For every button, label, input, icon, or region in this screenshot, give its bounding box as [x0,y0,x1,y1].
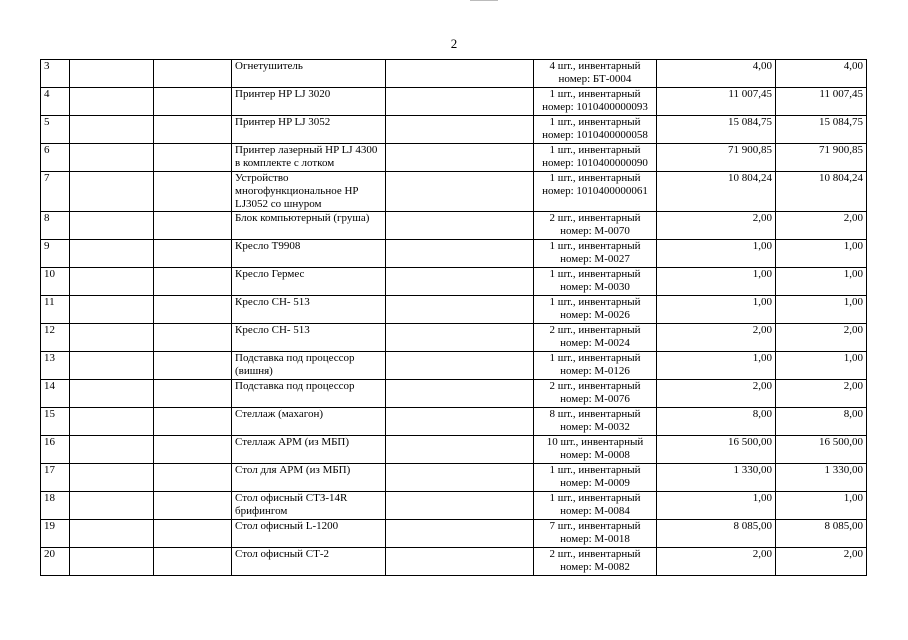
row-number: 9 [41,240,70,268]
item-name: Блок компьютерный (груша) [232,212,386,240]
row-number: 20 [41,548,70,576]
row-number: 6 [41,144,70,172]
item-total: 8,00 [776,408,867,436]
item-total: 71 900,85 [776,144,867,172]
row-number: 18 [41,492,70,520]
blank-cell [70,240,154,268]
blank-cell [386,436,534,464]
item-price: 2,00 [657,380,776,408]
item-total: 15 084,75 [776,116,867,144]
table-row [41,212,867,240]
row-number: 15 [41,408,70,436]
table-row [41,172,867,212]
item-quantity: 4 шт., инвентарный номер: БТ-0004 [534,60,657,88]
blank-cell [154,436,232,464]
blank-cell [70,492,154,520]
blank-cell [386,212,534,240]
item-price: 8,00 [657,408,776,436]
item-quantity: 1 шт., инвентарный номер: М-0027 [534,240,657,268]
row-number: 11 [41,296,70,324]
item-quantity: 1 шт., инвентарный номер: 1010400000061 [534,172,657,212]
row-number: 16 [41,436,70,464]
item-quantity: 2 шт., инвентарный номер: М-0076 [534,380,657,408]
table-row [41,324,867,352]
item-quantity: 1 шт., инвентарный номер: 1010400000058 [534,116,657,144]
item-total: 1,00 [776,296,867,324]
blank-cell [154,88,232,116]
item-price: 16 500,00 [657,436,776,464]
blank-cell [386,464,534,492]
blank-cell [386,352,534,380]
row-number: 14 [41,380,70,408]
row-number: 7 [41,172,70,212]
blank-cell [70,116,154,144]
item-name: Подставка под процессор [232,380,386,408]
item-quantity: 1 шт., инвентарный номер: М-0009 [534,464,657,492]
table-row [41,116,867,144]
item-price: 2,00 [657,324,776,352]
blank-cell [154,144,232,172]
blank-cell [70,144,154,172]
row-number: 8 [41,212,70,240]
item-name: Огнетушитель [232,60,386,88]
blank-cell [70,172,154,212]
blank-cell [154,240,232,268]
item-name: Стол офисный L-1200 [232,520,386,548]
blank-cell [386,172,534,212]
item-quantity: 2 шт., инвентарный номер: М-0070 [534,212,657,240]
item-price: 1,00 [657,268,776,296]
blank-cell [154,352,232,380]
item-total: 1 330,00 [776,464,867,492]
table-row [41,88,867,116]
row-number: 13 [41,352,70,380]
blank-cell [70,520,154,548]
item-name: Стол офисный СТЗ-14R брифингом [232,492,386,520]
item-quantity: 1 шт., инвентарный номер: М-0126 [534,352,657,380]
item-total: 8 085,00 [776,520,867,548]
table-row [41,520,867,548]
item-price: 10 804,24 [657,172,776,212]
blank-cell [154,408,232,436]
item-name: Стеллаж (махагон) [232,408,386,436]
blank-cell [154,548,232,576]
blank-cell [386,268,534,296]
blank-cell [70,380,154,408]
blank-cell [70,352,154,380]
table-row [41,548,867,576]
item-total: 1,00 [776,268,867,296]
item-name: Подставка под процессор (вишня) [232,352,386,380]
item-quantity: 10 шт., инвентарный номер: М-0008 [534,436,657,464]
table-row [41,268,867,296]
item-price: 4,00 [657,60,776,88]
item-total: 11 007,45 [776,88,867,116]
row-number: 4 [41,88,70,116]
blank-cell [70,548,154,576]
blank-cell [386,380,534,408]
item-total: 16 500,00 [776,436,867,464]
row-number: 5 [41,116,70,144]
item-quantity: 1 шт., инвентарный номер: 1010400000093 [534,88,657,116]
blank-cell [154,324,232,352]
item-name: Принтер HP LJ 3052 [232,116,386,144]
item-total: 2,00 [776,380,867,408]
blank-cell [70,464,154,492]
blank-cell [386,408,534,436]
row-number: 12 [41,324,70,352]
item-price: 15 084,75 [657,116,776,144]
blank-cell [154,492,232,520]
item-name: Устройство многофункциональное HP LJ3052 со шнуром [232,172,386,212]
row-number: 19 [41,520,70,548]
item-quantity: 2 шт., инвентарный номер: М-0082 [534,548,657,576]
table-row [41,380,867,408]
item-name: Кресло Гермес [232,268,386,296]
item-name: Кресло СН- 513 [232,324,386,352]
item-total: 4,00 [776,60,867,88]
item-price: 2,00 [657,212,776,240]
item-name: Стол для АРМ (из МБП) [232,464,386,492]
table-row [41,240,867,268]
blank-cell [386,296,534,324]
blank-cell [70,324,154,352]
item-name: Принтер лазерный HP LJ 4300 в комплекте с лотком [232,144,386,172]
item-total: 2,00 [776,212,867,240]
item-price: 2,00 [657,548,776,576]
item-quantity: 2 шт., инвентарный номер: М-0024 [534,324,657,352]
item-quantity: 1 шт., инвентарный номер: М-0026 [534,296,657,324]
item-name: Кресло Т9908 [232,240,386,268]
item-name: Принтер HP LJ 3020 [232,88,386,116]
blank-cell [70,436,154,464]
item-name: Кресло СН- 513 [232,296,386,324]
table-row [41,296,867,324]
blank-cell [154,172,232,212]
item-price: 11 007,45 [657,88,776,116]
item-quantity: 8 шт., инвентарный номер: М-0032 [534,408,657,436]
item-name: Стеллаж АРМ (из МБП) [232,436,386,464]
item-price: 8 085,00 [657,520,776,548]
table-row [41,492,867,520]
item-total: 1,00 [776,492,867,520]
item-quantity: 1 шт., инвентарный номер: М-0084 [534,492,657,520]
blank-cell [154,520,232,548]
item-total: 2,00 [776,548,867,576]
table-row [41,60,867,88]
blank-cell [386,240,534,268]
row-number: 3 [41,60,70,88]
item-total: 2,00 [776,324,867,352]
table-row [41,352,867,380]
blank-cell [70,268,154,296]
blank-cell [386,116,534,144]
item-total: 1,00 [776,352,867,380]
inventory-table [40,59,867,576]
blank-cell [386,520,534,548]
item-total: 1,00 [776,240,867,268]
table-row [41,144,867,172]
item-quantity: 7 шт., инвентарный номер: М-0018 [534,520,657,548]
blank-cell [386,548,534,576]
blank-cell [70,296,154,324]
table-row [41,436,867,464]
item-name: Стол офисный СТ-2 [232,548,386,576]
blank-cell [154,268,232,296]
blank-cell [386,492,534,520]
blank-cell [70,408,154,436]
blank-cell [154,296,232,324]
blank-cell [70,88,154,116]
item-price: 1,00 [657,492,776,520]
row-number: 17 [41,464,70,492]
blank-cell [386,60,534,88]
row-number: 10 [41,268,70,296]
scan-artifact [470,0,498,1]
item-quantity: 1 шт., инвентарный номер: 1010400000090 [534,144,657,172]
blank-cell [154,60,232,88]
item-quantity: 1 шт., инвентарный номер: М-0030 [534,268,657,296]
item-price: 1 330,00 [657,464,776,492]
item-total: 10 804,24 [776,172,867,212]
table-row [41,464,867,492]
blank-cell [154,380,232,408]
blank-cell [154,464,232,492]
blank-cell [386,88,534,116]
blank-cell [386,324,534,352]
item-price: 71 900,85 [657,144,776,172]
table-row [41,408,867,436]
item-price: 1,00 [657,352,776,380]
blank-cell [154,116,232,144]
blank-cell [70,212,154,240]
item-price: 1,00 [657,296,776,324]
blank-cell [154,212,232,240]
page-number: 2 [450,36,458,51]
blank-cell [70,60,154,88]
item-price: 1,00 [657,240,776,268]
blank-cell [386,144,534,172]
